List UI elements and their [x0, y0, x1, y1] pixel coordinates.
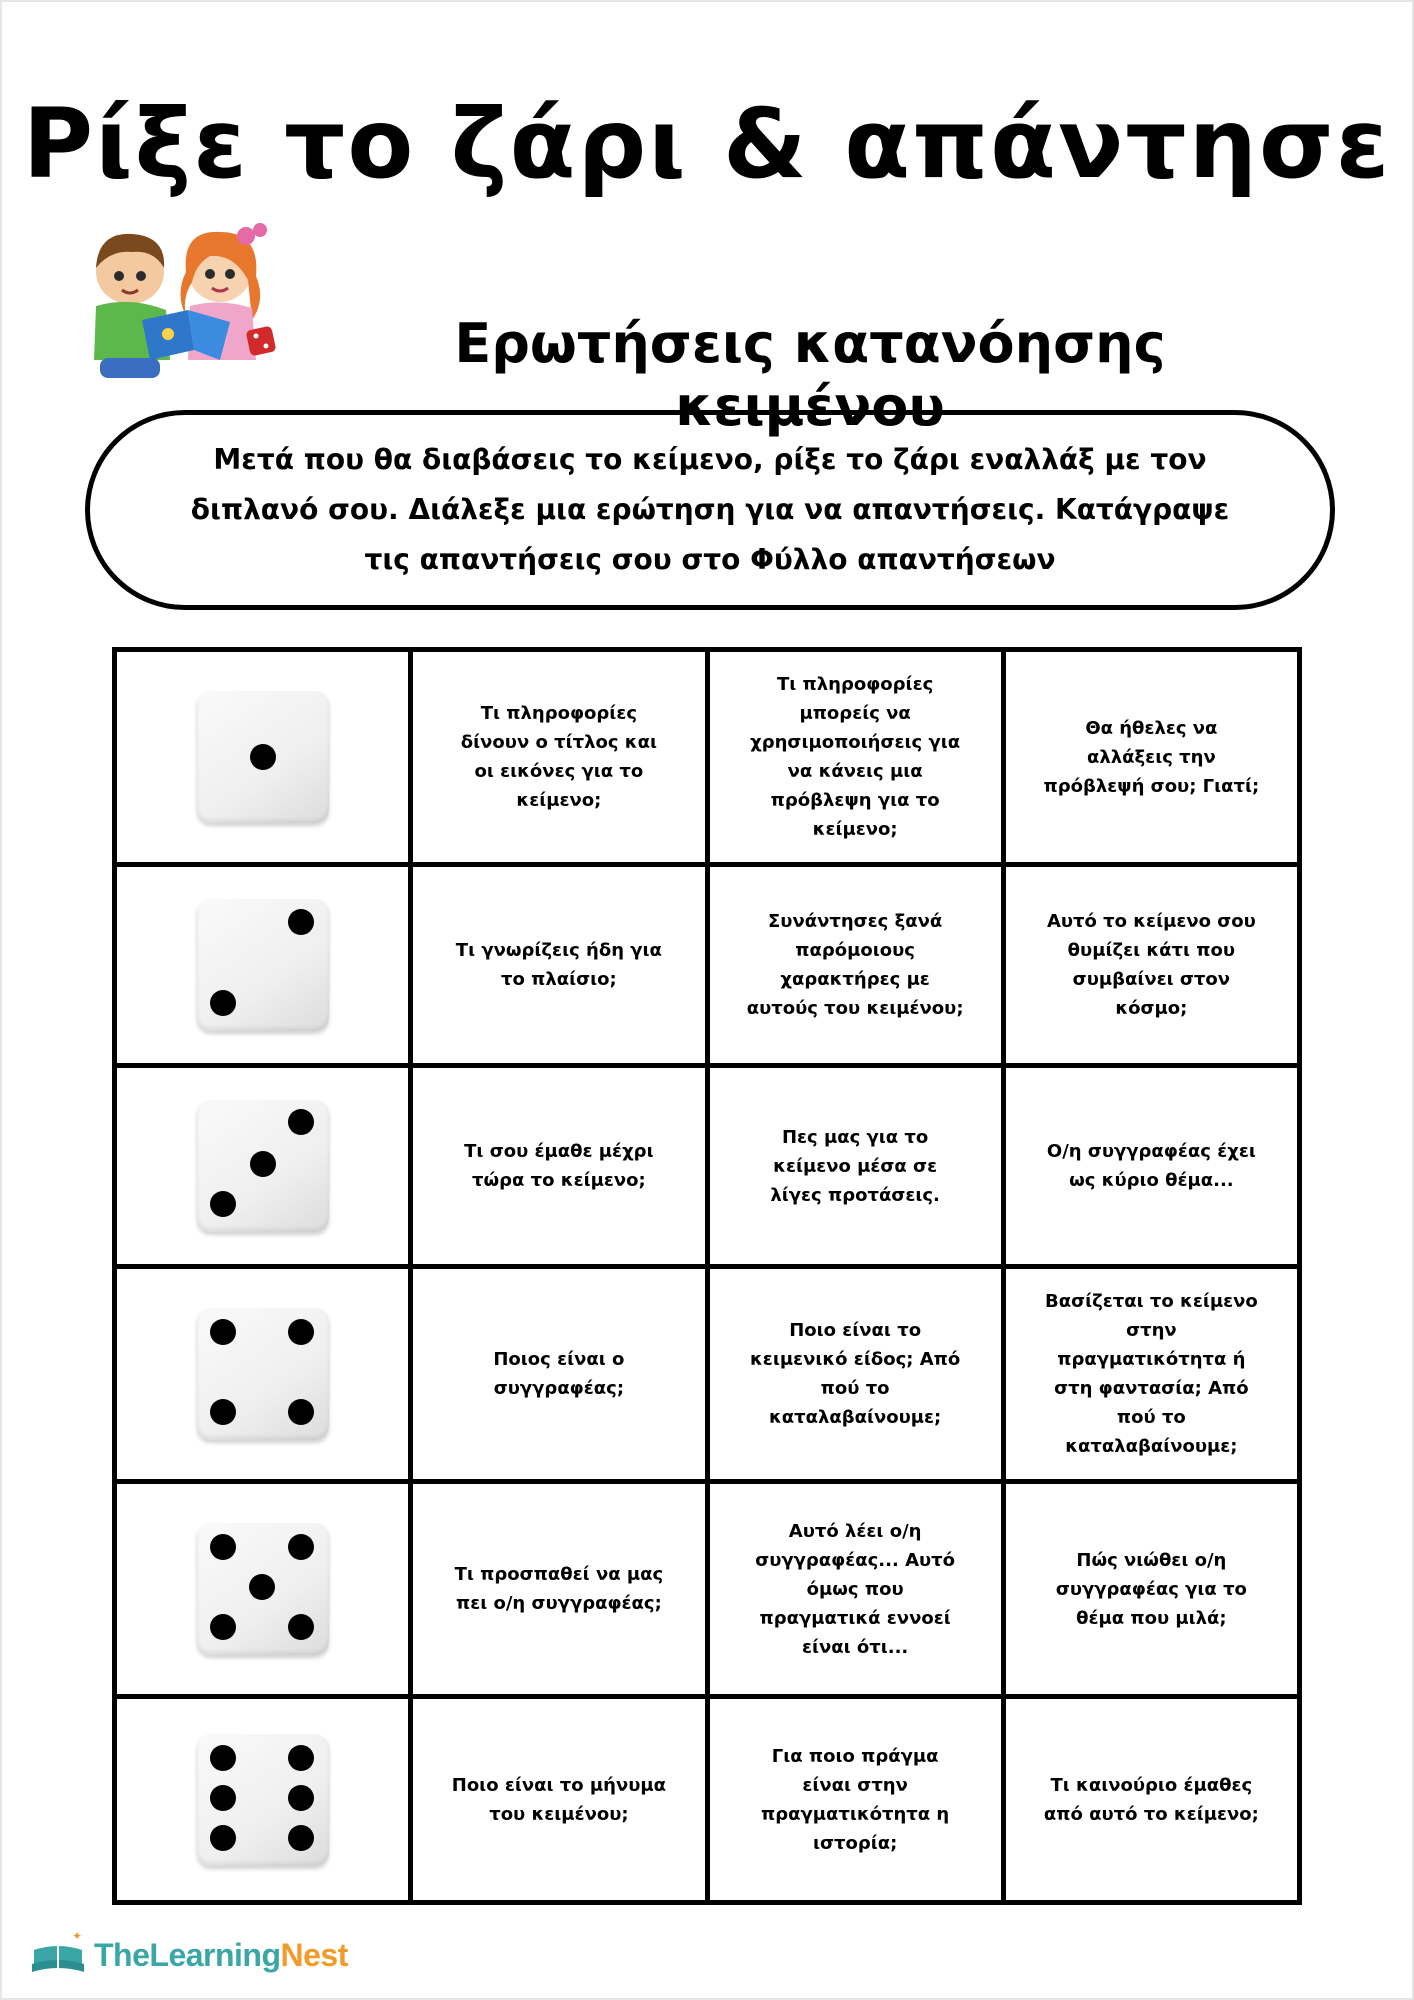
die-five-icon	[197, 1523, 329, 1655]
die-cell	[115, 1482, 411, 1697]
question-cell: Τι γνωρίζεις ήδη για το πλαίσιο;	[411, 865, 707, 1066]
question-cell: Ο/η συγγραφέας έχει ως κύριο θέμα...	[1003, 1066, 1299, 1267]
die-four-icon	[197, 1308, 329, 1440]
question-cell: Για ποιο πράγμα είναι στην πραγματικότητα η ιστορία;	[707, 1697, 1003, 1903]
book-logo-icon	[28, 1928, 88, 1982]
table-row	[115, 650, 1300, 865]
question-cell: Τι καινούριο έμαθες από αυτό το κείμενο;	[1003, 1697, 1299, 1903]
question-cell: Τι πληροφορίες δίνουν ο τίτλος και οι εικόνες για το κείμενο;	[411, 650, 707, 865]
die-cell	[115, 1267, 411, 1482]
question-cell: Ποιο είναι το μήνυμα του κειμένου;	[411, 1697, 707, 1903]
question-grid	[112, 647, 1302, 1905]
brand-part-1: TheLearning	[94, 1936, 281, 1973]
table-row	[115, 1697, 1300, 1903]
question-cell: Ποιο είναι το κειμενικό είδος; Από πού το καταλαβαίνουμε;	[707, 1267, 1003, 1482]
question-cell: Τι πληροφορίες μπορείς να χρησιμοποιήσεις για να κάνεις μια πρόβλεψη για το κείμενο;	[707, 650, 1003, 865]
die-cell	[115, 1697, 411, 1903]
question-cell: Αυτό το κείμενο σου θυμίζει κάτι που συμβαίνει στον κόσμο;	[1003, 865, 1299, 1066]
table-row	[115, 865, 1300, 1066]
die-three-icon	[197, 1100, 329, 1232]
svg-text:✦: ✦	[72, 1929, 83, 1943]
question-cell: Αυτό λέει ο/η συγγραφέας... Αυτό όμως που πραγματικά εννοεί είναι ότι...	[707, 1482, 1003, 1697]
question-cell: Θα ήθελες να αλλάξεις την πρόβλεψή σου; Γιατί;	[1003, 650, 1299, 865]
kids-reading-illustration	[70, 210, 280, 385]
footer-brand-text	[94, 1937, 348, 1974]
question-cell: Πες μας για το κείμενο μέσα σε λίγες προτάσεις.	[707, 1066, 1003, 1267]
table-row	[115, 1066, 1300, 1267]
subtitle: Ερωτήσεις κατανόησης κειμένου	[454, 312, 1166, 438]
die-cell	[115, 865, 411, 1066]
question-cell: Ποιος είναι ο συγγραφέας;	[411, 1267, 707, 1482]
table-row	[115, 1482, 1300, 1697]
table-row	[115, 1267, 1300, 1482]
question-cell: Συνάντησες ξανά παρόμοιους χαρακτήρες με αυτούς του κειμένου;	[707, 865, 1003, 1066]
instructions-text: Μετά που θα διαβάσεις το κείμενο, ρίξε το ζάρι εναλλάξ με τον διπλανό σου. Διάλεξε μια ερώτηση για να απαντήσεις. Κατάγραψε τις απαντήσεις σου στο Φύλλο απαντήσεων	[190, 443, 1230, 576]
die-one-icon	[197, 691, 329, 823]
instructions-box	[85, 410, 1335, 610]
die-six-icon	[197, 1734, 329, 1866]
question-cell: Βασίζεται το κείμενο στην πραγματικότητα ή στη φαντασία; Από πού το καταλαβαίνουμε;	[1003, 1267, 1299, 1482]
question-cell: Τι σου έμαθε μέχρι τώρα το κείμενο;	[411, 1066, 707, 1267]
footer-brand	[28, 1928, 348, 1982]
die-cell	[115, 1066, 411, 1267]
die-cell	[115, 650, 411, 865]
question-cell: Πώς νιώθει ο/η συγγραφέας για το θέμα που μιλά;	[1003, 1482, 1299, 1697]
brand-part-2: Nest	[280, 1936, 348, 1973]
die-two-icon	[197, 899, 329, 1031]
question-cell: Τι προσπαθεί να μας πει ο/η συγγραφέας;	[411, 1482, 707, 1697]
page-title: Ρίξε το ζάρι & απάντησε	[22, 88, 1392, 200]
